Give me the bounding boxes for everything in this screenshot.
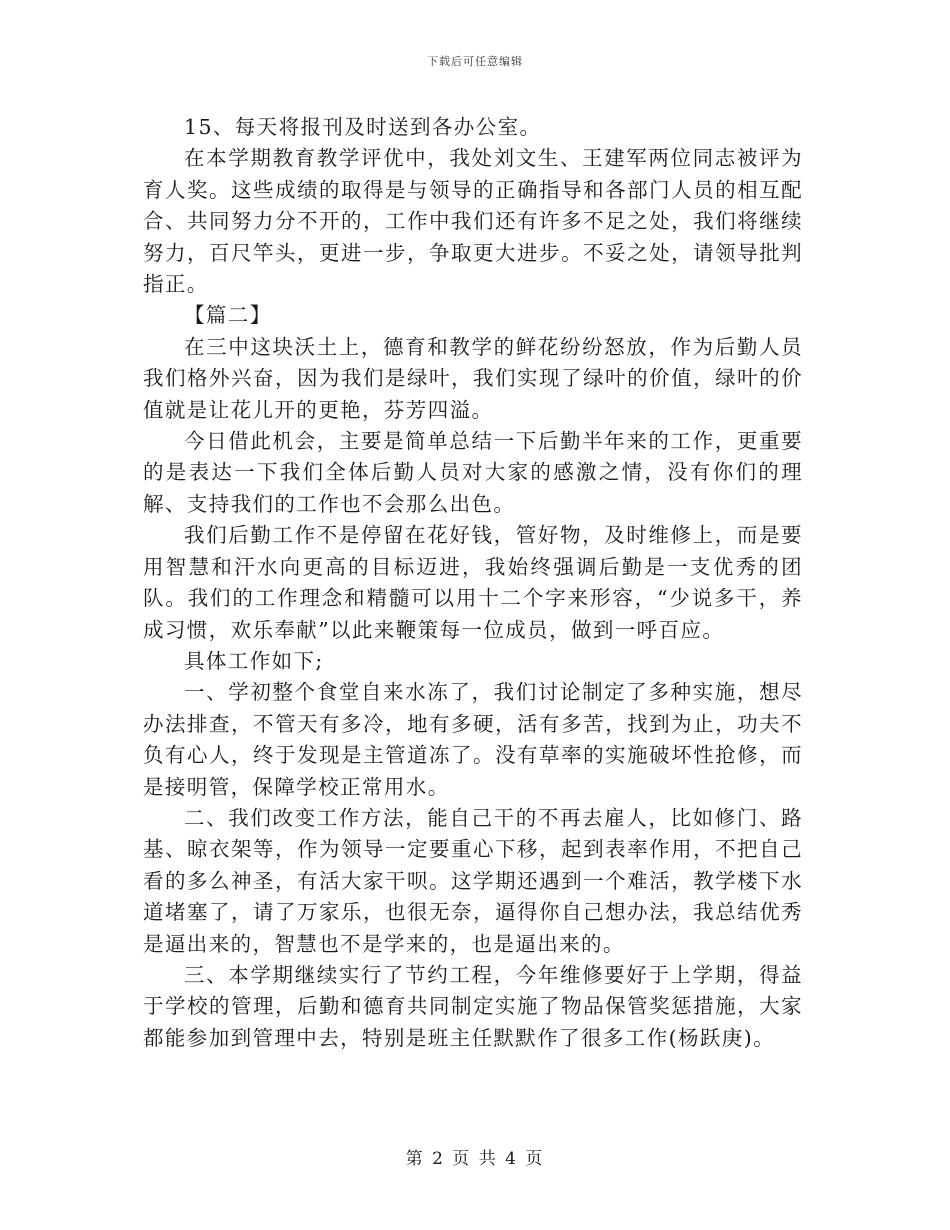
paragraph-work-1: 一、学初整个食堂自来水冻了，我们讨论制定了多种实施，想尽办法排查，不管天有多冷，地有多硬，活有多苦，找到为止，功夫不负有心人，终于发现是主管道冻了。没有草率的实施破坏性抢修，而是接明管，保障学校正常用水。 xyxy=(143,680,803,799)
paragraph-award-summary: 在本学期教育教学评优中，我处刘文生、王建军两位同志被评为育人奖。这些成绩的取得是与领导的正确指导和各部门人员的相互配合、共同努力分不开的，工作中我们还有许多不足之处，我们将继续努力，百尺竿头，更进一步，争取更大进步。不妥之处，请领导批判指正。 xyxy=(143,146,803,297)
paragraph-thanks: 今日借此机会，主要是简单总结一下后勤半年来的工作，更重要的是表达一下我们全体后勤人员对大家的感激之情，没有你们的理解、支持我们的工作也不会那么出色。 xyxy=(143,429,803,516)
paragraph-work-2: 二、我们改变工作方法，能自己干的不再去雇人，比如修门、路基、晾衣架等，作为领导一定要重心下移，起到表率作用，不把自己看的多么神圣，有活大家干呗。这学期还遇到一个难活，教学楼下水道堵塞了，请了万家乐，也很无奈，逼得你自己想办法，我总结优秀是逼出来的，智慧也不是学来的，也是逼出来的。 xyxy=(143,805,803,956)
paragraph-philosophy: 我们后勤工作不是停留在花好钱，管好物，及时维修上，而是要用智慧和汗水向更高的目标迈进，我始终强调后勤是一支优秀的团队。我们的工作理念和精髓可以用十二个字来形容，“少说多干，养成习惯，欢乐奉献”以此来鞭策每一位成员，做到一呼百应。 xyxy=(143,523,803,642)
header-note: 下载后可任意编辑 xyxy=(427,55,523,68)
section-heading: 【篇二】 xyxy=(184,303,272,328)
paragraph-work-3: 三、本学期继续实行了节约工程，今年维修要好于上学期，得益于学校的管理，后勤和德育共同制定实施了物品保管奖惩措施，大家都能参加到管理中去，特别是班主任默默作了很多工作(杨跃庚)。 xyxy=(143,962,803,1050)
body-text xyxy=(143,112,803,1054)
paragraph-item-15: 15、每天将报刊及时送到各办公室。 xyxy=(184,115,542,139)
paragraph-work-intro: 具体工作如下; xyxy=(184,648,324,673)
page-number: 第 2 页 共 4 页 xyxy=(405,1149,545,1169)
paragraph-intro: 在三中这块沃土上，德育和教学的鲜花纷纷怒放，作为后勤人员我们格外兴奋，因为我们是绿叶，我们实现了绿叶的价值，绿叶的价值就是让花儿开的更艳，芬芳四溢。 xyxy=(143,334,803,422)
